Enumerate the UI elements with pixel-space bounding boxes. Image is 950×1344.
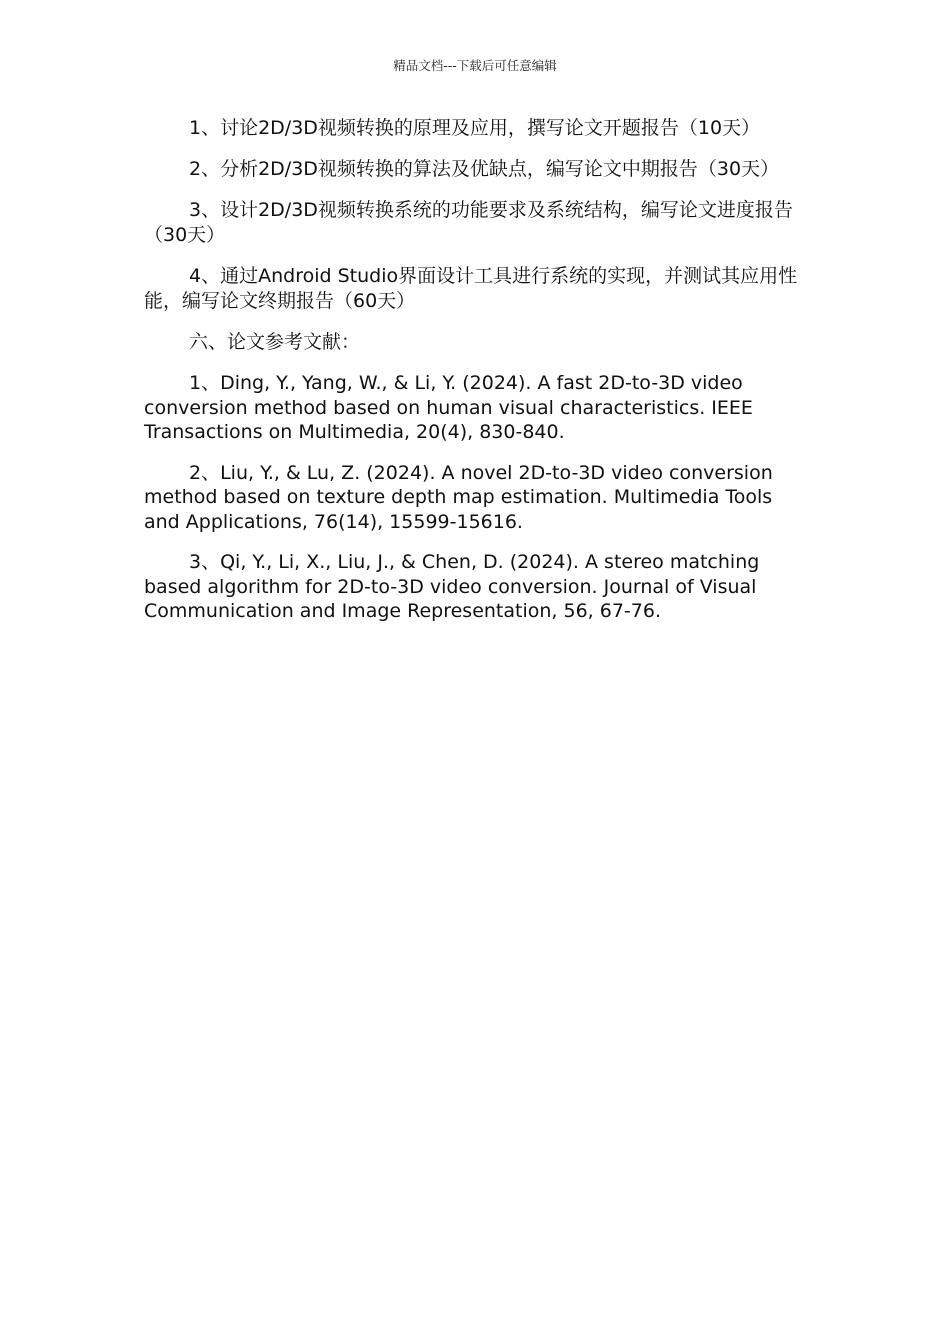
reference-2: 2、Liu, Y., & Lu, Z. (2024). A novel 2D-to-3D video conversion method based on texture depth map estimation. Multimedia Tools and Applications, 76(14), 15599-15616. (144, 461, 773, 533)
plan-item-2: 2、分析2D/3D视频转换的算法及优缺点，编写论文中期报告（30天） (189, 158, 780, 180)
page-header: 精品文档---下载后可任意编辑 (393, 58, 557, 73)
references-heading: 六、论文参考文献： (189, 331, 361, 353)
reference-1: 1、Ding, Y., Yang, W., & Li, Y. (2024). A fast 2D-to-3D video conversion method based on human visual characteristics. IEEE Transactions on Multimedia, 20(4), 830-840. (144, 372, 753, 443)
document-body (144, 116, 812, 640)
plan-item-4: 4、通过Android Studio界面设计工具进行系统的实现，并测试其应用性能，编写论文终期报告（60天） (144, 265, 798, 312)
reference-3: 3、Qi, Y., Li, X., Liu, J., & Chen, D. (2024). A stereo matching based algorithm for 2D-to-3D video conversion. Journal of Visual Communication and Image Representation, 56, 67-76. (144, 551, 760, 622)
plan-item-3: 3、设计2D/3D视频转换系统的功能要求及系统结构，编写论文进度报告（30天） (144, 199, 793, 246)
plan-item-1: 1、讨论2D/3D视频转换的原理及应用，撰写论文开题报告（10天） (189, 117, 761, 139)
